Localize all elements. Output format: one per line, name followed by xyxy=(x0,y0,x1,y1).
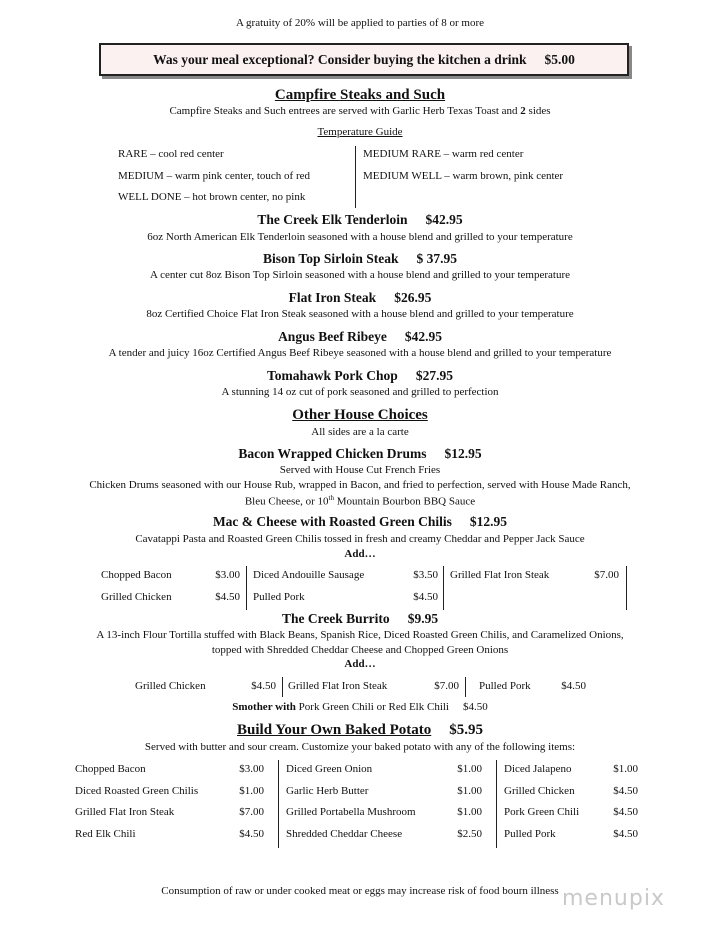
banner-price: $5.00 xyxy=(544,51,575,67)
potato-topping-name: Pork Green Chili xyxy=(504,806,580,818)
potato-subtitle: Served with butter and sour cream. Customize your baked potato with any of the following items: xyxy=(144,741,576,753)
ribeye-price: $42.95 xyxy=(404,329,442,344)
mac-add-label: Add… xyxy=(344,548,376,560)
mac-cheese-price: $12.95 xyxy=(469,514,508,529)
burrito-price: $9.95 xyxy=(407,611,439,626)
temp-divider xyxy=(355,146,356,208)
flat-iron-desc: 8oz Certified Choice Flat Iron Steak seasoned with a house blend and grilled to your temperature xyxy=(146,308,574,320)
campfire-subtitle xyxy=(0,105,720,117)
gratuity-note: A gratuity of 20% will be applied to parties of 8 or more xyxy=(235,17,485,29)
pork-chop-name: Tomahawk Pork Chop xyxy=(267,368,398,383)
pork-chop-price: $27.95 xyxy=(415,368,453,383)
potato-title-line xyxy=(0,722,720,739)
temp-medium-well: MEDIUM WELL – warm brown, pink center xyxy=(363,170,564,182)
temp-medium: MEDIUM – warm pink center, touch of red xyxy=(118,170,311,182)
potato-topping-name: Grilled Portabella Mushroom xyxy=(286,806,416,818)
burrito-addon-price: $4.50 xyxy=(251,680,276,692)
mac-divider-3 xyxy=(626,566,627,610)
potato-topping-price: $4.50 xyxy=(239,828,264,840)
potato-topping-price: $1.00 xyxy=(239,785,264,797)
burrito-title xyxy=(0,611,720,627)
pork-chop-desc: A stunning 14 oz cut of pork seasoned and grilled to perfection xyxy=(221,386,499,398)
mac-addon-price: $4.50 xyxy=(215,591,240,603)
mac-addon-price: $3.50 xyxy=(413,569,438,581)
burrito-addon-name: Pulled Pork xyxy=(479,680,531,692)
potato-topping-price: $1.00 xyxy=(613,763,638,775)
kitchen-drink-banner xyxy=(99,43,629,76)
chicken-drums-line2: Chicken Drums seasoned with our House Rub, wrapped in Bacon, and fried to perfection, served with House Made Ranch, xyxy=(89,479,631,491)
burrito-line2: topped with Shredded Cheddar Cheese and Chopped Green Onions xyxy=(211,644,509,656)
burrito-divider-2 xyxy=(465,677,466,697)
smother-line xyxy=(0,701,720,713)
bison-sirloin-name: Bison Top Sirloin Steak xyxy=(263,251,399,266)
potato-topping-name: Grilled Flat Iron Steak xyxy=(75,806,175,818)
potato-topping-price: $4.50 xyxy=(613,806,638,818)
chicken-drums-name: Bacon Wrapped Chicken Drums xyxy=(238,446,427,461)
mac-cheese-desc: Cavatappi Pasta and Roasted Green Chilis tossed in fresh and creamy Cheddar and Pepper Jack Sauce xyxy=(135,533,585,545)
potato-title: Build Your Own Baked Potato xyxy=(237,722,432,738)
chicken-drums-line3-post: Mountain Bourbon BBQ Sauce xyxy=(333,495,476,508)
burrito-addon-price: $4.50 xyxy=(561,680,586,692)
mac-addon-price: $7.00 xyxy=(594,569,619,581)
mac-addon-price: $3.00 xyxy=(215,569,240,581)
temp-well-done: WELL DONE – hot brown center, no pink xyxy=(118,191,306,203)
campfire-section-title: Campfire Steaks and Such xyxy=(274,87,446,103)
flat-iron-name: Flat Iron Steak xyxy=(288,290,377,305)
elk-tenderloin-desc: 6oz North American Elk Tenderloin seasoned with a house blend and grilled to your temperature xyxy=(147,231,573,243)
chicken-drums-line3-sup: th xyxy=(328,494,334,502)
campfire-subtitle-post: sides xyxy=(525,105,551,117)
bison-sirloin-desc: A center cut 8oz Bison Top Sirloin seasoned with a house blend and grilled to your temperature xyxy=(150,269,570,281)
chicken-drums-title xyxy=(0,446,720,462)
elk-tenderloin-name: The Creek Elk Tenderloin xyxy=(257,212,408,227)
campfire-subtitle-pre: Campfire Steaks and Such entrees are served with Garlic Herb Texas Toast and xyxy=(169,105,521,117)
temp-rare: RARE – cool red center xyxy=(118,148,224,160)
mac-addon-name: Pulled Pork xyxy=(253,591,305,603)
mac-addon-name: Grilled Chicken xyxy=(101,591,172,603)
smother-price: $4.50 xyxy=(463,701,488,713)
other-section-title: Other House Choices xyxy=(292,407,428,423)
banner-text: Was your meal exceptional? Consider buying the kitchen a drink xyxy=(153,51,527,67)
chicken-drums-line1: Served with House Cut French Fries xyxy=(279,464,441,476)
potato-divider-2 xyxy=(496,760,497,848)
burrito-line1: A 13-inch Flour Tortilla stuffed with Black Beans, Spanish Rice, Diced Roasted Green Chilis, and Caramelized Onions, xyxy=(96,629,624,641)
temp-medium-rare: MEDIUM RARE – warm red center xyxy=(363,148,524,160)
mac-addon-name: Chopped Bacon xyxy=(101,569,172,581)
elk-tenderloin-title xyxy=(0,212,720,228)
potato-topping-name: Chopped Bacon xyxy=(75,763,146,775)
potato-topping-price: $4.50 xyxy=(613,785,638,797)
mac-divider-2 xyxy=(443,566,444,610)
chicken-drums-line3 xyxy=(0,494,720,508)
food-safety-footer: Consumption of raw or under cooked meat or eggs may increase risk of food bourn illness xyxy=(161,885,559,897)
mac-addon-name: Grilled Flat Iron Steak xyxy=(450,569,550,581)
burrito-divider-1 xyxy=(282,677,283,697)
burrito-add-label: Add… xyxy=(344,658,376,670)
potato-divider-1 xyxy=(278,760,279,848)
chicken-drums-line3-pre: Bleu Cheese, or 10 xyxy=(244,495,329,508)
mac-addon-price: $4.50 xyxy=(413,591,438,603)
temperature-guide-title: Temperature Guide xyxy=(317,126,403,138)
mac-cheese-name: Mac & Cheese with Roasted Green Chilis xyxy=(212,514,452,529)
ribeye-desc: A tender and juicy 16oz Certified Angus Beef Ribeye seasoned with a house blend and grilled to your temperature xyxy=(108,347,612,359)
ribeye-title xyxy=(0,329,720,345)
smother-text: Pork Green Chili or Red Elk Chili xyxy=(295,701,449,713)
pork-chop-title xyxy=(0,368,720,384)
burrito-addon-name: Grilled Chicken xyxy=(135,680,206,692)
potato-topping-price: $4.50 xyxy=(613,828,638,840)
burrito-addon-price: $7.00 xyxy=(434,680,459,692)
ribeye-name: Angus Beef Ribeye xyxy=(278,329,387,344)
flat-iron-title xyxy=(0,290,720,306)
burrito-name: The Creek Burrito xyxy=(281,611,390,626)
mac-addon-name: Diced Andouille Sausage xyxy=(253,569,365,581)
potato-topping-name: Pulled Pork xyxy=(504,828,556,840)
potato-topping-name: Shredded Cheddar Cheese xyxy=(286,828,403,840)
flat-iron-price: $26.95 xyxy=(394,290,432,305)
mac-cheese-title xyxy=(0,514,720,530)
campfire-subtitle-num: 2 xyxy=(520,105,526,117)
menupix-watermark: menupix xyxy=(562,886,665,911)
potato-topping-price: $7.00 xyxy=(239,806,264,818)
burrito-addon-name: Grilled Flat Iron Steak xyxy=(288,680,388,692)
chicken-drums-price: $12.95 xyxy=(444,446,482,461)
mac-divider-1 xyxy=(246,566,247,610)
elk-tenderloin-price: $42.95 xyxy=(425,212,463,227)
potato-topping-price: $2.50 xyxy=(457,828,482,840)
bison-sirloin-price: $ 37.95 xyxy=(416,251,457,266)
bison-sirloin-title xyxy=(0,251,720,267)
potato-topping-price: $1.00 xyxy=(457,785,482,797)
potato-topping-name: Grilled Chicken xyxy=(504,785,575,797)
potato-topping-name: Diced Roasted Green Chilis xyxy=(75,785,199,797)
smother-label: Smother with xyxy=(232,701,296,713)
potato-topping-name: Diced Jalapeno xyxy=(504,763,572,775)
potato-price: $5.95 xyxy=(449,722,483,738)
potato-topping-name: Diced Green Onion xyxy=(286,763,373,775)
potato-topping-name: Garlic Herb Butter xyxy=(286,785,369,797)
potato-topping-price: $3.00 xyxy=(239,763,264,775)
potato-topping-name: Red Elk Chili xyxy=(75,828,136,840)
other-subtitle: All sides are a la carte xyxy=(311,426,409,438)
potato-topping-price: $1.00 xyxy=(457,806,482,818)
potato-topping-price: $1.00 xyxy=(457,763,482,775)
